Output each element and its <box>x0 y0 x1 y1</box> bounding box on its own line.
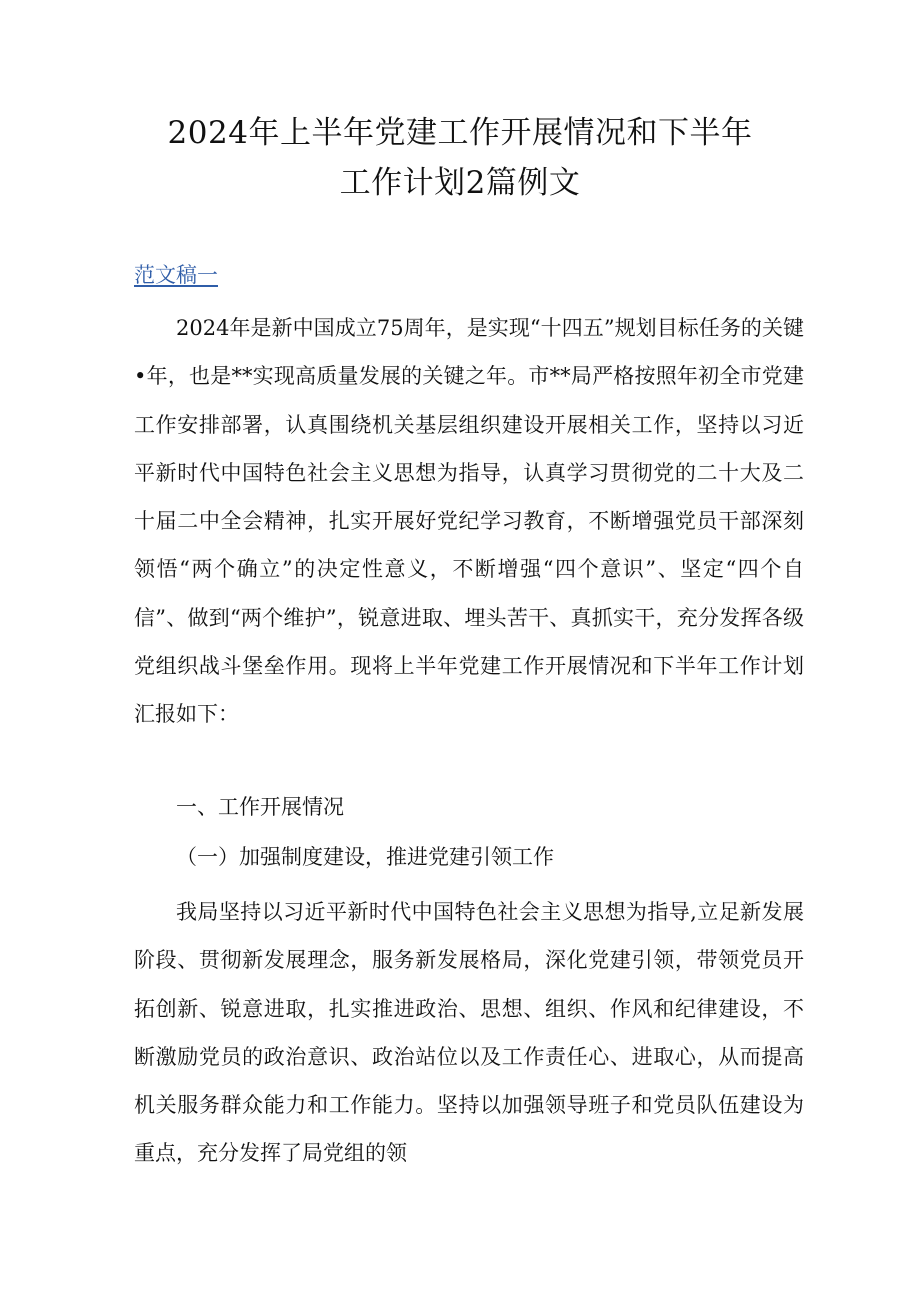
document-title-line-2: 工作计划2篇例文 <box>339 165 581 201</box>
subsection-heading-system-building: （一）加强制度建设，推进党建引领工作 <box>176 845 554 869</box>
document-title <box>90 108 830 208</box>
body-paragraph: 我局坚持以习近平新时代中国特色社会主义思想为指导,立足新发展阶段、贯彻新发展理念，服务新发展格局，深化党建引领，带领党员开拓创新、锐意进取，扎实推进政治、思想、组织、作风和纪律建设，不断激励党员的政治意识、政治站位以及工作责任心、进取心，从而提高机关服务群众能力和工作能力。坚持以加强领导班子和党员队伍建设为重点，充分发挥了局党组的领 <box>134 900 804 1166</box>
section-link-draft-one[interactable]: 范文稿一 <box>134 263 218 287</box>
section-heading-work-progress: 一、工作开展情况 <box>176 795 344 819</box>
document-title-line-1: 2024年上半年党建工作开展情况和下半年 <box>167 115 753 151</box>
intro-paragraph: 2024年是新中国成立75周年，是实现“十四五”规划目标任务的关键•年，也是**实现高质量发展的关键之年。市**局严格按照年初全市党建工作安排部署，认真围绕机关基层组织建设开展相关工作，坚持以习近平新时代中国特色社会主义思想为指导，认真学习贯彻党的二十大及二十届二中全会精神，扎实开展好党纪学习教育，不断增强党员干部深刻领悟“两个确立”的决定性意义，不断增强“四个意识”、坚定“四个自信”、做到“两个维护”，锐意进取、埋头苦干、真抓实干，充分发挥各级党组织战斗堡垒作用。现将上半年党建工作开展情况和下半年工作计划汇报如下： <box>134 316 804 727</box>
